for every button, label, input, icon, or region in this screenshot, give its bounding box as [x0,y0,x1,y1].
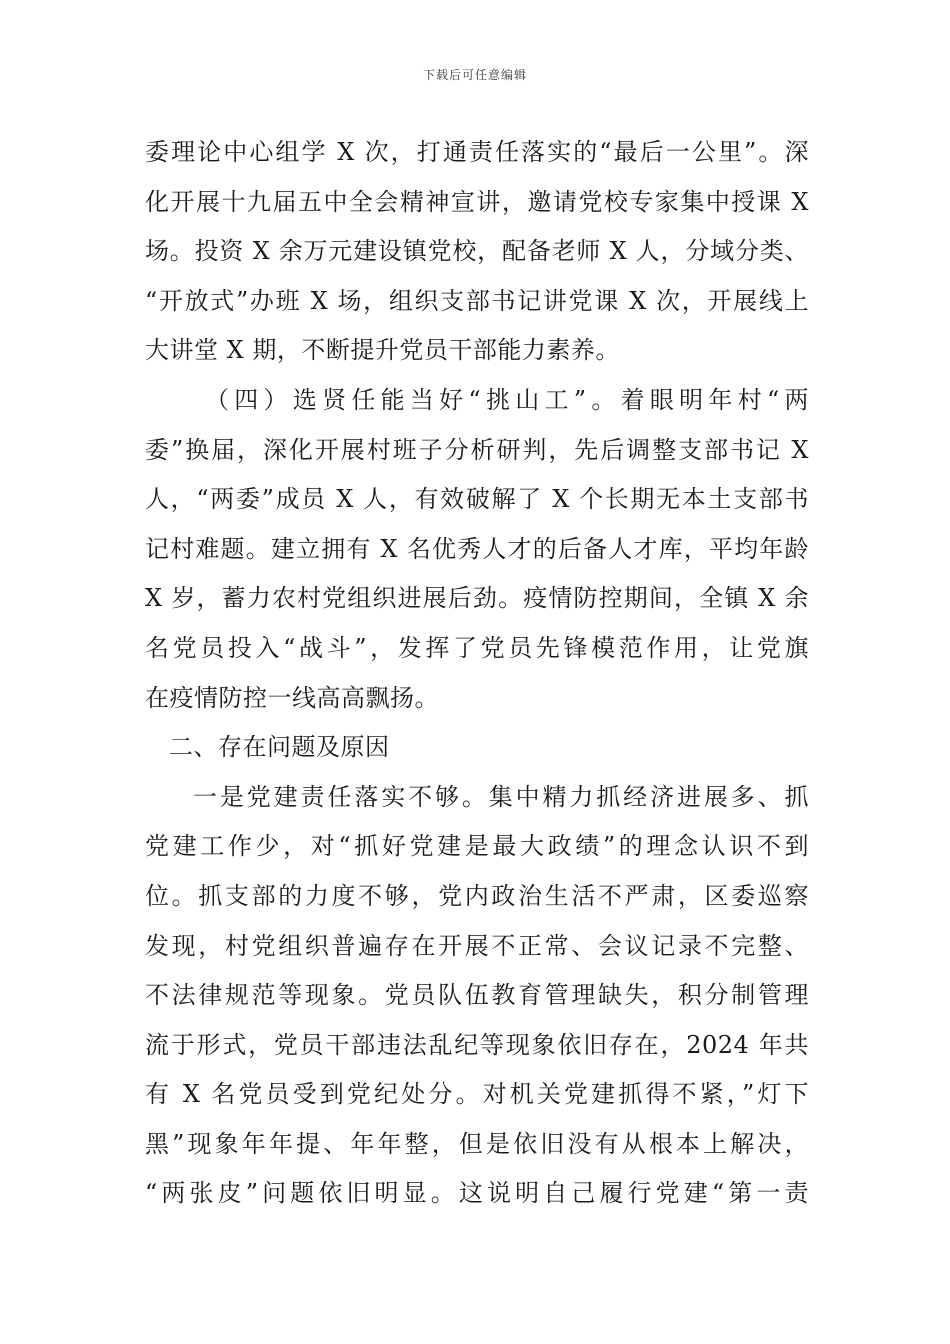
text-line: 发现，村党组织普遍存在开展不正常、会议记录不完整、 [145,931,809,960]
text-line: 党建工作少，对“抓好党建是最大政绩”的理念认识不到 [145,832,809,861]
text-line: 委理论中心组学 X 次，打通责任落实的“最后一公里”。深 [145,138,809,166]
text-line: X 岁，蓄力农村党组织进展后劲。疫情防控期间，全镇 X 余 [145,584,809,613]
header-note: 下载后可任意编辑 [422,68,527,82]
text-line: 化开展十九届五中全会精神宣讲，邀请党校专家集中授课 X [145,187,809,216]
text-line: 场。投资 X 余万元建设镇党校，配备老师 X 人，分域分类、 [145,237,809,266]
document-body [145,128,809,1219]
text-line: 有 X 名党员受到党纪处分。对机关党建抓得不紧，”灯下 [145,1080,809,1109]
text-line: 记村难题。建立拥有 X 名优秀人才的后备人才库，平均年龄 [145,534,809,563]
text-line: 一是党建责任落实不够。集中精力抓经济进展多、抓 [193,782,809,811]
section-heading: 二、存在问题及原因 [169,733,390,762]
text-line: 流于形式，党员干部违法乱纪等现象依旧存在，2024 年共 [145,1030,809,1059]
text-line: “开放式”办班 X 场，组织支部书记讲党课 X 次，开展线上 [145,286,809,315]
text-line: （四）选贤任能当好“挑山工”。着眼明年村“两 [205,385,809,414]
text-line: 不法律规范等现象。党员队伍教育管理缺失，积分制管理 [145,981,809,1010]
text-line: 名党员投入“战斗”，发挥了党员先锋模范作用，让党旗 [145,633,809,662]
text-line: 人，“两委”成员 X 人，有效破解了 X 个长期无本土支部书 [145,485,809,514]
text-line: “两张皮”问题依旧明显。这说明自己履行党建“第一责 [145,1179,809,1208]
text-line: 位。抓支部的力度不够，党内政治生活不严肃，区委巡察 [145,881,809,910]
text-line: 委”换届，深化开展村班子分析研判，先后调整支部书记 X [145,435,809,464]
text-line: 在疫情防控一线高高飘扬。 [145,683,439,712]
text-line: 大讲堂 X 期，不断提升党员干部能力素养。 [145,336,620,365]
text-line: 黑”现象年年提、年年整，但是依旧没有从根本上解决， [145,1129,809,1158]
